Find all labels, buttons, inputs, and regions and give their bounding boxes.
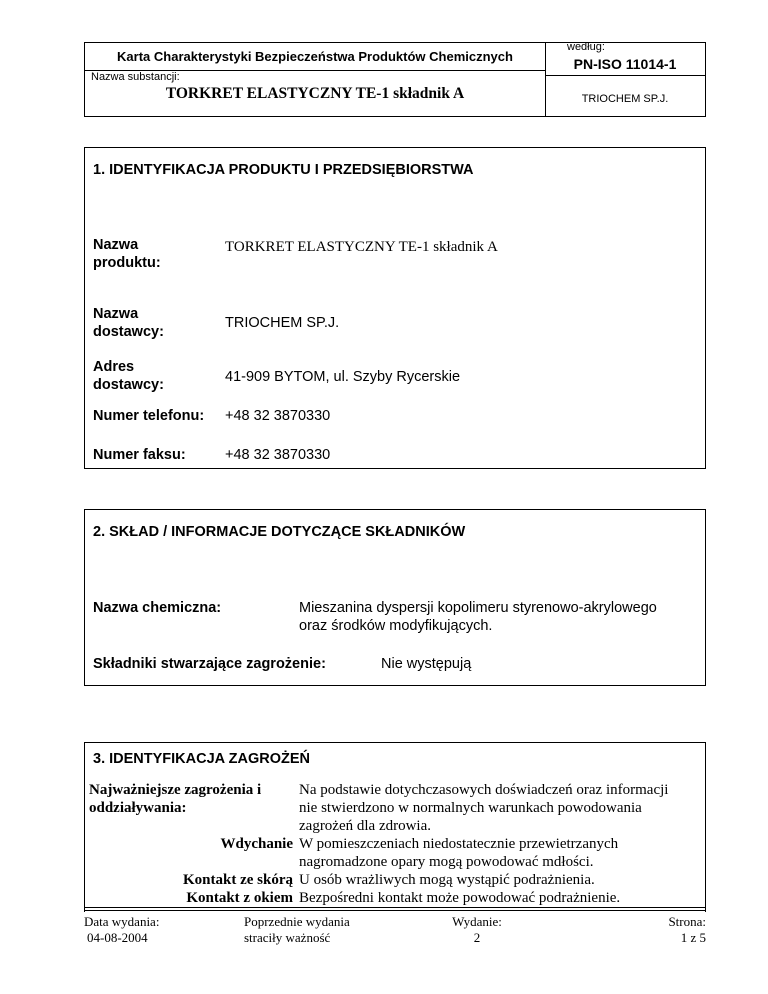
skin-contact-label: Kontakt ze skórą — [183, 872, 293, 888]
footer-edition: Wydanie: 2 — [452, 914, 502, 945]
section-composition — [84, 509, 706, 686]
inhalation-value: W pomieszczeniach niedostatecznie przewietrzanych nagromadzone opary mogą powodować mdłości. — [299, 836, 619, 870]
inhalation-label: Wdychanie — [220, 836, 293, 852]
hazard-components-value: Nie występują — [381, 656, 472, 672]
main-hazards-label: Najważniejsze zagrożenia i oddziaływania: — [89, 782, 262, 816]
footer-page-number: Strona: 1 z 5 — [668, 914, 706, 945]
footer-issue-date: Data wydania: 04-08-2004 — [84, 914, 160, 945]
header-company: TRIOCHEM SP.J. — [581, 93, 669, 105]
fax-value: +48 32 3870330 — [225, 447, 331, 463]
address-value: 41-909 BYTOM, ul. Szyby Rycerskie — [225, 369, 461, 385]
section3-title: 3. IDENTYFIKACJA ZAGROŻEŃ — [93, 751, 310, 767]
header-right-divider — [545, 75, 705, 76]
supplier-value: TRIOCHEM SP.J. — [225, 315, 340, 331]
document-header — [84, 42, 706, 117]
skin-contact-value: U osób wrażliwych mogą wystąpić podrażnienia. — [299, 872, 595, 888]
substance-label: Nazwa substancji: — [91, 71, 180, 83]
product-name-label: Nazwa produktu: — [93, 237, 161, 271]
footer-previous-editions: Poprzednie wydania straciły ważność — [244, 914, 350, 945]
hazard-components-label: Składniki stwarzające zagrożenie: — [93, 656, 326, 672]
footer-rule-top — [84, 907, 706, 908]
header-vertical-divider — [545, 43, 546, 116]
address-label: Adres dostawcy: — [93, 359, 164, 393]
phone-label: Numer telefonu: — [93, 408, 205, 424]
phone-value: +48 32 3870330 — [225, 408, 331, 424]
footer-rule-bottom — [84, 910, 706, 911]
chemical-name-label: Nazwa chemiczna: — [93, 600, 222, 616]
main-hazards-value: Na podstawie dotychczasowych doświadczeń oraz informacji nie stwierdzono w normalnych warunkach powodowania zagrożeń dla zdrowia. — [299, 782, 669, 834]
fax-label: Numer faksu: — [93, 447, 186, 463]
substance-name: TORKRET ELASTYCZNY TE-1 składnik A — [165, 85, 465, 102]
chemical-name-value: Mieszanina dyspersji kopolimeru styrenowo-akrylowego oraz środków modyfikujących. — [299, 600, 657, 634]
eye-contact-label: Kontakt z okiem — [186, 890, 293, 906]
section1-title: 1. IDENTYFIKACJA PRODUKTU I PRZEDSIĘBIORSTWA — [93, 162, 474, 178]
section-hazards — [84, 742, 706, 912]
eye-contact-value: Bezpośredni kontakt może powodować podrażnienie. — [299, 890, 621, 906]
product-name-value: TORKRET ELASTYCZNY TE-1 składnik A — [225, 239, 498, 255]
section-identification — [84, 147, 706, 469]
supplier-label: Nazwa dostawcy: — [93, 306, 164, 340]
header-title: Karta Charakterystyki Bezpieczeństwa Produktów Chemicznych — [117, 49, 513, 64]
standard-number: PN-ISO 11014-1 — [573, 56, 677, 72]
according-label: według: — [567, 41, 605, 53]
section2-title: 2. SKŁAD / INFORMACJE DOTYCZĄCE SKŁADNIKÓW — [93, 524, 466, 540]
